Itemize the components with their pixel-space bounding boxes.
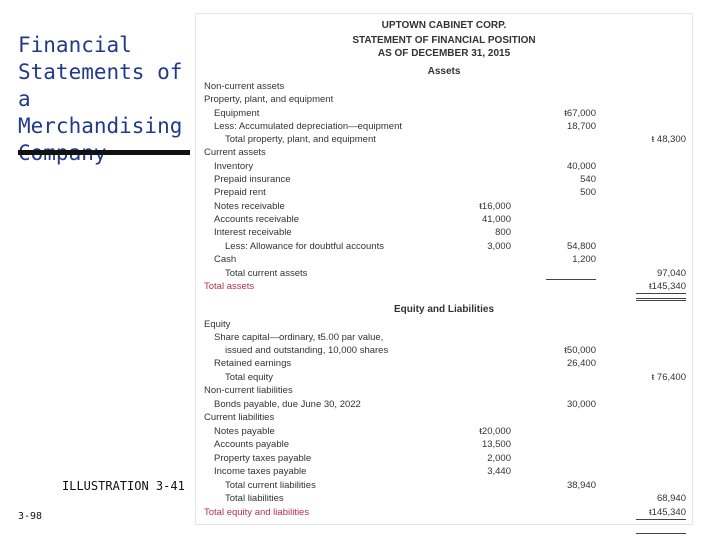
row-label: Accounts payable — [214, 439, 289, 450]
row-label: Less: Accumulated depreciation—equipment — [214, 121, 403, 132]
row-amount-c3: ŧ 76,400 — [651, 372, 686, 383]
row-label: Equipment — [214, 108, 260, 119]
statement-row — [196, 465, 692, 478]
row-amount-c2: 40,000 — [566, 161, 596, 172]
row-amount-c2: 38,940 — [566, 480, 596, 491]
row-label: Inventory — [214, 161, 254, 172]
statement-row — [196, 253, 692, 266]
slide-title-line: Financial — [18, 33, 132, 57]
statement-row — [196, 213, 692, 226]
statement-row — [196, 146, 692, 159]
statement-row — [196, 425, 692, 438]
statement-row — [196, 186, 692, 199]
row-label: Prepaid insurance — [214, 174, 291, 185]
row-label: Total current liabilities — [225, 480, 316, 491]
statement-row — [196, 398, 692, 411]
financial-statement — [196, 14, 692, 524]
row-amount-c2: 500 — [580, 187, 596, 198]
statement-row — [196, 133, 692, 146]
row-amount-c2: ŧ50,000 — [564, 345, 596, 356]
equity-liabilities-heading: Equity and Liabilities — [393, 304, 494, 315]
row-amount-c1: ŧ16,000 — [479, 201, 511, 212]
statement-row — [196, 93, 692, 106]
statement-row — [196, 438, 692, 451]
row-label: Total liabilities — [225, 493, 284, 504]
company-name: UPTOWN CABINET CORP. — [381, 20, 507, 31]
row-label: Notes payable — [214, 426, 275, 437]
row-label: Income taxes payable — [214, 466, 307, 477]
slide-title-line: Statements of — [18, 60, 183, 84]
row-amount-c1: 800 — [495, 227, 511, 238]
row-label: Total current assets — [225, 268, 308, 279]
row-label: Total equity and liabilities — [204, 507, 310, 518]
row-label: issued and outstanding, 10,000 shares — [225, 345, 389, 356]
row-label: Bonds payable, due June 30, 2022 — [214, 399, 361, 410]
row-label: Cash — [214, 254, 237, 265]
row-label: Total property, plant, and equipment — [225, 134, 376, 145]
row-label: Equity — [204, 319, 231, 330]
row-amount-c2: 26,400 — [566, 358, 596, 369]
row-amount-c1: 3,440 — [487, 466, 511, 477]
row-amount-c2: 30,000 — [566, 399, 596, 410]
statement-row — [196, 240, 692, 253]
statement-row — [196, 357, 692, 370]
row-label: Less: Allowance for doubtful accounts — [225, 241, 384, 252]
row-amount-c1: 41,000 — [481, 214, 511, 225]
statement-row — [196, 331, 692, 344]
statement-row — [196, 344, 692, 357]
row-label: Non-current liabilities — [204, 385, 293, 396]
total-underline — [636, 298, 686, 299]
statement-date: AS OF DECEMBER 31, 2015 — [377, 48, 511, 59]
statement-row — [196, 226, 692, 239]
statement-row — [196, 120, 692, 133]
statement-row — [196, 506, 692, 519]
total-underline — [636, 533, 686, 534]
row-label: Current assets — [204, 147, 266, 158]
row-amount-c2: 540 — [580, 174, 596, 185]
row-label: Property taxes payable — [214, 453, 312, 464]
statement-row — [196, 411, 692, 424]
row-amount-c3: ŧ145,340 — [649, 507, 686, 518]
statement-row — [196, 318, 692, 331]
row-label: Share capital—ordinary, ŧ5.00 par value, — [214, 332, 384, 343]
statement-row — [196, 280, 692, 293]
statement-row — [196, 492, 692, 505]
statement-row — [196, 371, 692, 384]
total-underline — [636, 293, 686, 294]
statement-row — [196, 160, 692, 173]
slide-title-line: a — [18, 87, 31, 111]
row-label: Prepaid rent — [214, 187, 266, 198]
statement-row — [196, 173, 692, 186]
row-amount-c2: 54,800 — [566, 241, 596, 252]
row-amount-c2: 18,700 — [566, 121, 596, 132]
row-label: Property, plant, and equipment — [204, 94, 334, 105]
row-amount-c1: ŧ20,000 — [479, 426, 511, 437]
statement-row — [196, 200, 692, 213]
statement-name: STATEMENT OF FINANCIAL POSITION — [352, 35, 536, 46]
title-underline — [18, 150, 190, 155]
row-amount-c2: ŧ67,000 — [564, 108, 596, 119]
statement-row — [196, 479, 692, 492]
statement-row — [196, 267, 692, 280]
row-amount-c1: 3,000 — [487, 241, 511, 252]
row-label: Total equity — [225, 372, 274, 383]
row-label: Accounts receivable — [214, 214, 300, 225]
row-label: Current liabilities — [204, 412, 275, 423]
slide-number: 3-98 — [18, 511, 43, 522]
row-label: Interest receivable — [214, 227, 292, 238]
row-label: Notes receivable — [214, 201, 285, 212]
statement-row — [196, 452, 692, 465]
row-amount-c3: 68,940 — [656, 493, 686, 504]
row-amount-c3: 97,040 — [656, 268, 686, 279]
statement-row — [196, 384, 692, 397]
row-label: Non-current assets — [204, 81, 285, 92]
slide-title — [18, 32, 193, 167]
row-label: Total assets — [204, 281, 255, 292]
row-amount-c2: 1,200 — [572, 254, 596, 265]
row-amount-c3: ŧ145,340 — [649, 281, 686, 292]
row-amount-c1: 2,000 — [487, 453, 511, 464]
assets-heading: Assets — [427, 66, 461, 77]
row-amount-c1: 13,500 — [481, 439, 511, 450]
illustration-label: ILLUSTRATION 3-41 — [62, 479, 185, 493]
row-amount-c3: ŧ 48,300 — [651, 134, 686, 145]
statement-row — [196, 80, 692, 93]
slide-title-line: Merchandising — [18, 114, 183, 138]
total-underline — [636, 300, 686, 301]
row-label: Retained earnings — [214, 358, 292, 369]
total-underline — [546, 279, 596, 280]
total-underline — [636, 519, 686, 520]
statement-row — [196, 107, 692, 120]
